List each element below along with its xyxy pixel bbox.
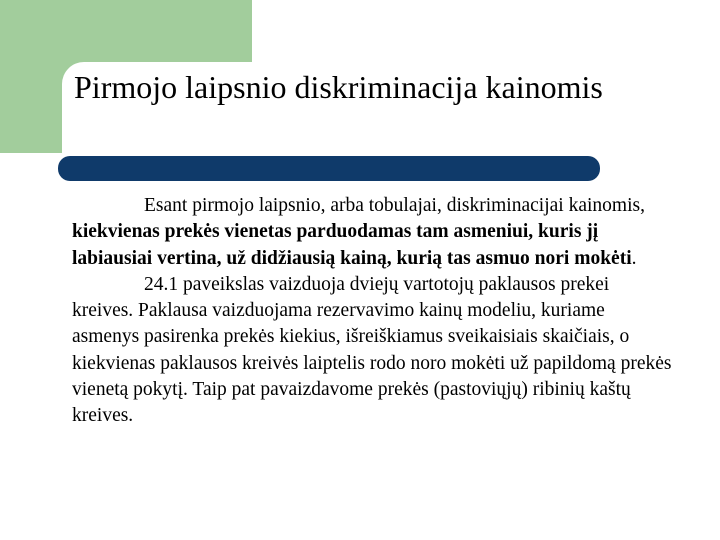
slide-body <box>72 193 672 430</box>
decorative-title-bar <box>58 156 600 181</box>
paragraph-figure-description-text: 24.1 paveikslas vaizduoja dviejų vartotojų paklausos prekei kreives. Paklausa vaizduojama rezervavimo kainų modeliu, kuriame asmenys pasirenka prekės kiekius, išreiškiamus sveikaisiais skaičiais, o kiekvienas paklausos kreivės laiptelis rodo noro mokėti už papildomą prekės vienetą pokytį. Taip pat pavaizdavome prekės (pastoviųjų) ribinių kaštų kreives. <box>72 273 672 427</box>
paragraph-definition-lead: Esant pirmojo laipsnio, arba tobulajai, diskriminacijai kainomis, <box>144 195 645 216</box>
slide-title: Pirmojo laipsnio diskriminacija kainomis <box>74 69 603 105</box>
paragraph-definition <box>72 193 672 272</box>
paragraph-definition-tail: . <box>631 247 637 269</box>
paragraph-definition-bold: kiekvienas prekės vienetas parduodamas tam asmeniui, kuris jį labiausiai vertina, už didžiausią kainą, kurią tas asmuo nori mokėti <box>72 221 632 269</box>
paragraph-figure-description <box>72 272 672 430</box>
